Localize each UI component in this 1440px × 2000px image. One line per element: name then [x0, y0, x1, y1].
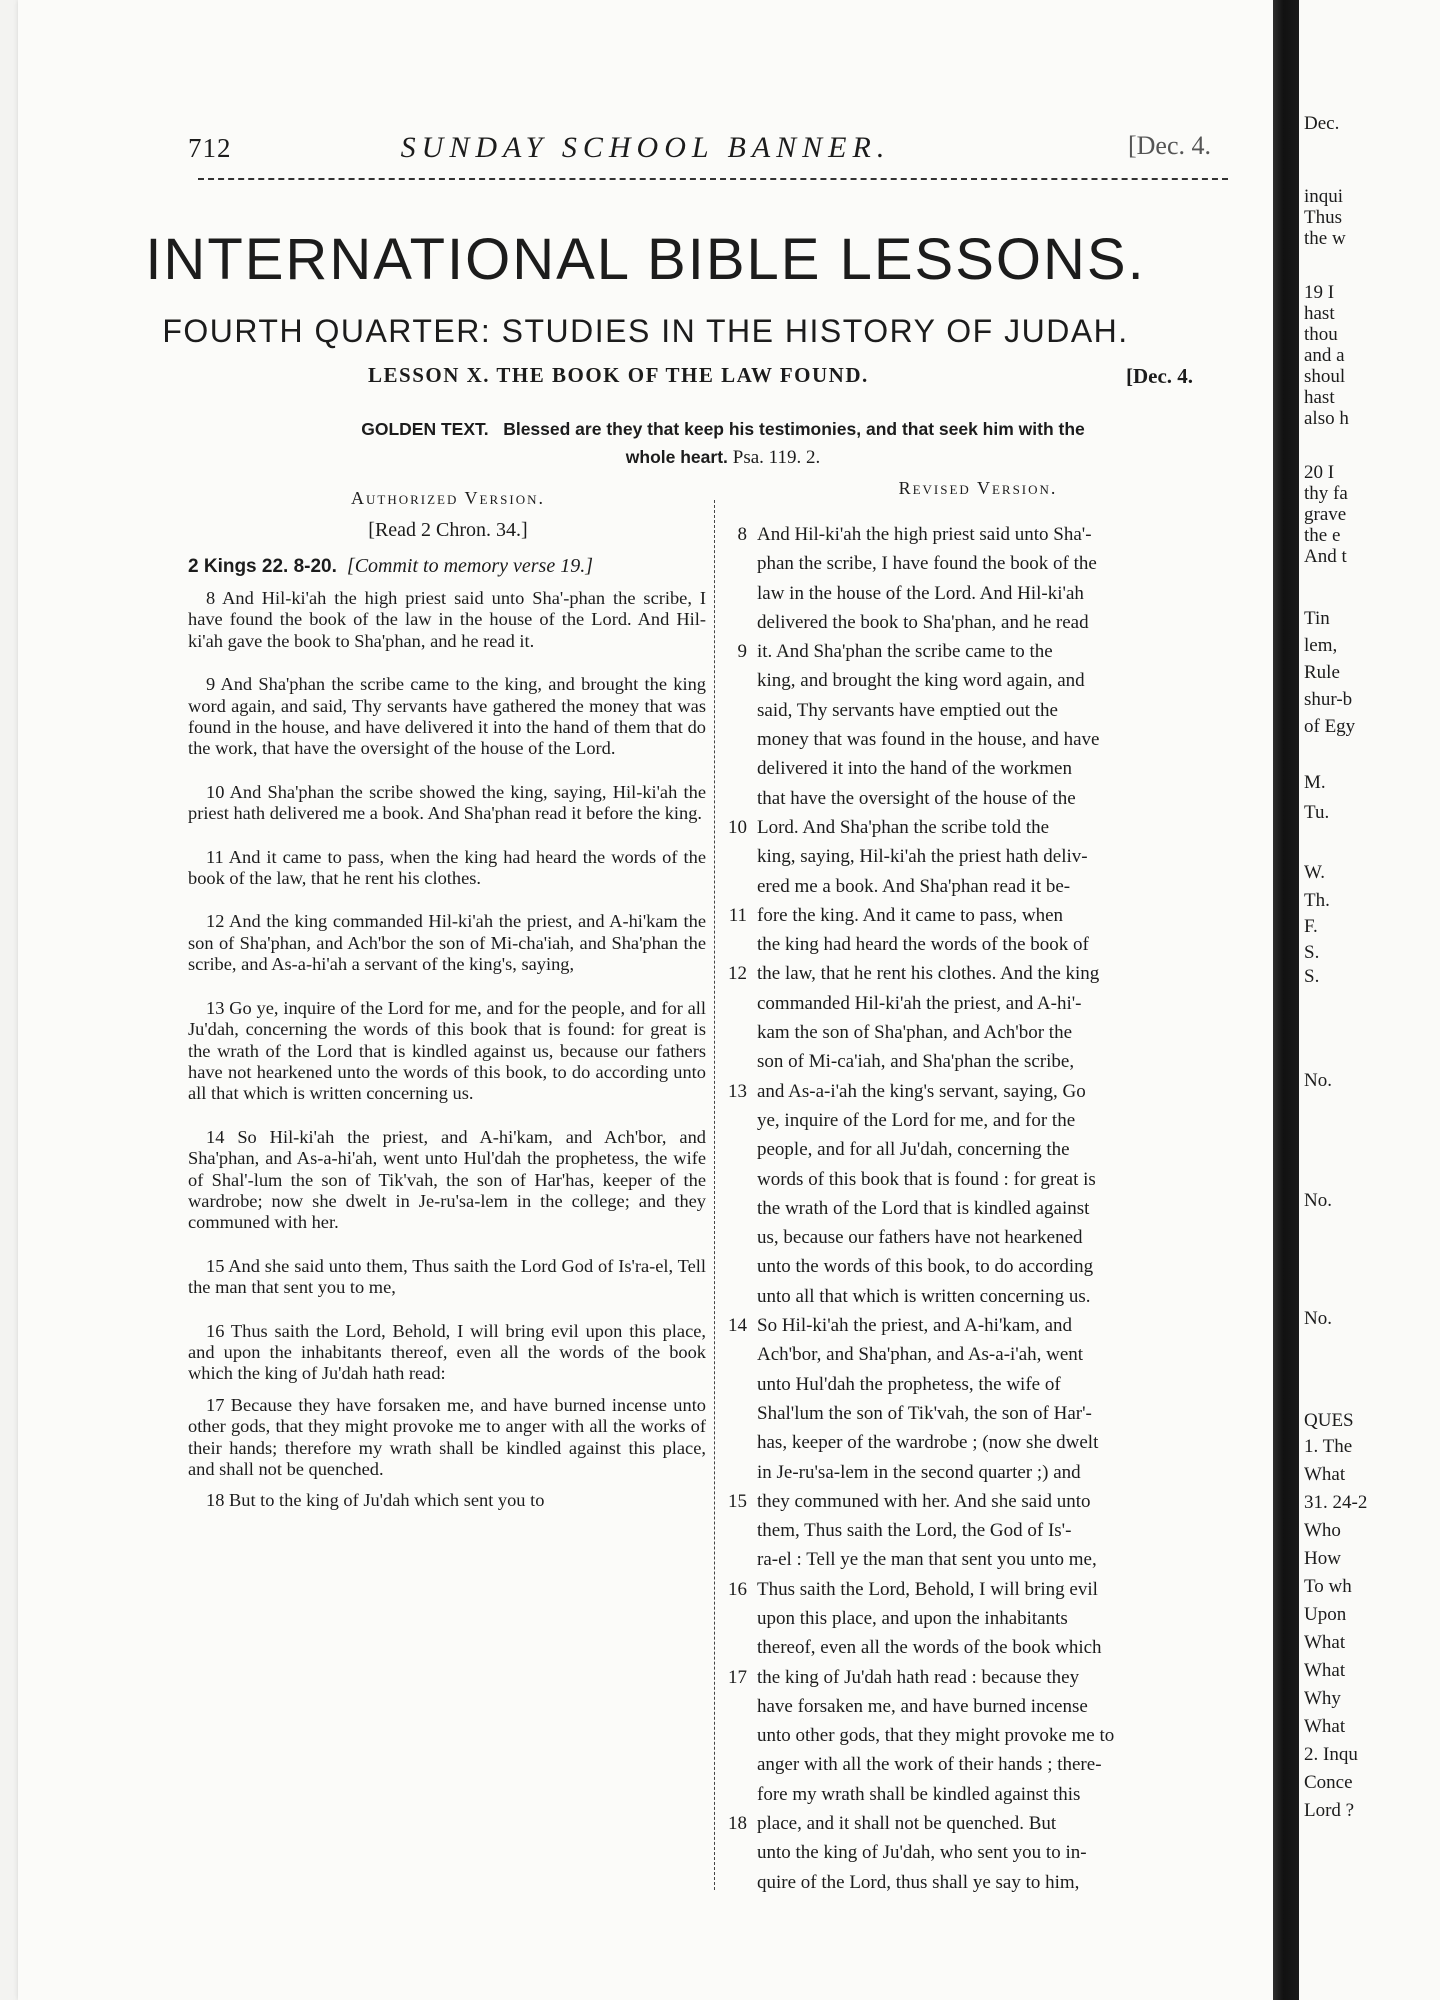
verse: 18 But to the king of Ju'dah which sent you to [206, 1490, 545, 1511]
next-page-fragment: S. [1304, 942, 1320, 963]
verse-number: 16 [728, 1578, 747, 1600]
next-page-fragment: What [1304, 1660, 1346, 1681]
verse: 13 Go ye, inquire of the Lord for me, and for the people, and for all Ju'dah, concerning the words of this book that is found: for great is the wrath of the Lord that is kindled against us, because our fathers have not hearkened unto the words of this book, to do according unto all that which is written concerning us. [188, 997, 706, 1104]
revised-line [723, 1516, 1231, 1545]
revised-line-text: unto the words of this book, to do according [757, 1256, 1094, 1278]
revised-line [723, 930, 1231, 959]
next-page-fragment: Why [1304, 1688, 1341, 1709]
next-page-fragment: What [1304, 1464, 1346, 1485]
verse-number: 15 [728, 1490, 747, 1512]
revised-line [723, 1311, 1231, 1340]
running-title: SUNDAY SCHOOL BANNER. [400, 131, 891, 164]
revised-line-text: thereof, even all the words of the book which [757, 1637, 1102, 1659]
verse-number: 18 [728, 1813, 747, 1835]
next-page-fragment: lem, [1304, 635, 1338, 656]
revised-line-text: unto all that which is written concerning us. [757, 1285, 1091, 1307]
next-page-fragment: No. [1304, 1308, 1332, 1329]
verse-number: 12 [728, 963, 747, 985]
revised-line [723, 637, 1231, 666]
next-page-fragment: M. [1304, 772, 1326, 793]
revised-line [723, 1077, 1231, 1106]
revised-line-text: son of Mi-ca'iah, and Sha'phan the scribe, [757, 1051, 1075, 1073]
revised-line [723, 1575, 1231, 1604]
verse: 12 And the king commanded Hil-ki'ah the priest, and A-hi'kam the son of Sha'phan, and Ach'bor the son of Mi-cha'iah, and Sha'phan the scribe, and As-a-hi'ah a servant of the king's, saying, [188, 911, 706, 975]
revised-line-text: delivered it into the hand of the workmen [757, 758, 1072, 780]
verse: 8 And Hil-ki'ah the high priest said unto Sha'-phan the scribe, I have found the book of the law in the house of the Lord. And Hil-ki'ah gave the book to Sha'phan, and he read it. [188, 588, 706, 651]
next-page-fragment: the w [1304, 228, 1346, 249]
lesson-date: [Dec. 4. [1126, 364, 1194, 388]
next-page-fragment: inqui [1304, 186, 1344, 207]
revised-line [723, 1340, 1231, 1369]
verse: 11 And it came to pass, when the king had heard the words of the book of the law, that he rent his clothes. [188, 846, 706, 889]
next-page-fragment: 31. 24-2 [1304, 1492, 1368, 1513]
next-page-fragment: 20 I [1304, 462, 1335, 483]
next-page-fragment: thy fa [1304, 483, 1348, 504]
revised-line [723, 1809, 1231, 1838]
revised-line [723, 1458, 1231, 1487]
verse: 17 Because they have forsaken me, and have burned incense unto other gods, that they might provoke me to anger with all the works of their hands; therefore my wrath shall be kindled against this place, and shall not be quenched. [188, 1394, 706, 1479]
verse: 9 And Sha'phan the scribe came to the king, and brought the king word again, and said, Thy servants have gathered the money that was found in the house, and have delivered it into the hand of them that do the work, that have the oversight of the house of the Lord. [188, 674, 706, 759]
next-page-fragment: shur-b [1304, 689, 1353, 710]
revised-line-text: words of this book that is found : for great is [757, 1168, 1096, 1190]
verse: 14 So Hil-ki'ah the priest, and A-hi'kam, and Ach'bor, and Sha'phan, and As-a-hi'ah, went unto Hul'dah the prophetess, the wife of Shal'-lum the son of Tik'vah, the son of Har'has, keeper of the wardrobe; now she dwelt in Je-ru'sa-lem in the college; and they communed with her. [188, 1126, 706, 1233]
revised-line [723, 579, 1231, 608]
next-page-fragment: 2. Inqu [1304, 1744, 1358, 1765]
next-page-edge [1299, 0, 1440, 2000]
revised-version-heading: Revised Version. [898, 478, 1058, 498]
revised-line [723, 1487, 1231, 1516]
next-page-fragment: W. [1304, 862, 1325, 883]
revised-line [723, 1047, 1231, 1076]
revised-line-text: they communed with her. And she said unto [757, 1490, 1091, 1512]
revised-line-text: us, because our fathers have not hearkened [757, 1227, 1083, 1249]
revised-line [723, 842, 1231, 871]
revised-line-text: unto the king of Ju'dah, who sent you to in- [757, 1842, 1087, 1864]
left-page [18, 0, 1273, 2000]
next-page-fragment: Tin [1304, 608, 1330, 629]
revised-line-text: the wrath of the Lord that is kindled against [757, 1197, 1090, 1219]
header-rule [198, 178, 1228, 180]
next-page-fragment: F. [1304, 916, 1318, 937]
next-page-fragment: Thus [1304, 207, 1342, 228]
revised-line-text: have forsaken me, and have burned incense [757, 1695, 1088, 1717]
passage: 2 Kings 22. 8-20. [188, 556, 337, 577]
revised-line [723, 1750, 1231, 1779]
next-page-fragment: To wh [1304, 1576, 1352, 1597]
revised-line-text: quire of the Lord, thus shall ye say to him, [757, 1871, 1080, 1893]
commit-note: [Commit to memory verse 19.] [346, 555, 593, 577]
verse-number: 8 [737, 524, 747, 545]
golden-text-line2: whole heart. [625, 447, 728, 467]
revised-line-text: anger with all the work of their hands ; there- [757, 1754, 1102, 1776]
revised-line [723, 1721, 1231, 1750]
verse-number: 10 [728, 816, 747, 838]
revised-line [723, 784, 1231, 813]
revised-line-text: unto other gods, that they might provoke me to [757, 1725, 1115, 1747]
revised-line [723, 1282, 1231, 1311]
revised-line [723, 1428, 1231, 1457]
next-page-fragment: shoul [1304, 366, 1346, 387]
next-page-fragment: Conce [1304, 1772, 1353, 1793]
verse-number: 14 [728, 1315, 747, 1337]
next-page-fragment: of Egy [1304, 716, 1356, 737]
revised-line [723, 1135, 1231, 1164]
revised-verses [723, 520, 1231, 1897]
revised-line-text: So Hil-ki'ah the priest, and A-hi'kam, and [757, 1315, 1073, 1337]
revised-line [723, 696, 1231, 725]
revised-line-text: king, saying, Hil-ki'ah the priest hath deliv- [757, 846, 1088, 868]
revised-line [723, 872, 1231, 901]
revised-line-text: place, and it shall not be quenched. But [757, 1813, 1057, 1835]
revised-line [723, 725, 1231, 754]
revised-line-text: said, Thy servants have emptied out the [757, 699, 1058, 721]
verse-number: 17 [728, 1666, 747, 1688]
revised-line-text: that have the oversight of the house of the [757, 787, 1076, 809]
next-page-fragment: grave [1304, 504, 1347, 525]
revised-line-text: kam the son of Sha'phan, and Ach'bor the [757, 1022, 1073, 1044]
revised-line-text: upon this place, and upon the inhabitants [757, 1607, 1068, 1629]
revised-line-text: Ach'bor, and Sha'phan, and As-a-i'ah, went [757, 1344, 1084, 1366]
verse: 10 And Sha'phan the scribe showed the king, saying, Hil-ki'ah the priest hath delivered me a book. And Sha'phan read it before the king. [188, 781, 706, 824]
revised-line-text: the king had heard the words of the book of [757, 934, 1089, 956]
lesson-heading: LESSON X. THE BOOK OF THE LAW FOUND. [368, 363, 869, 387]
revised-line [723, 754, 1231, 783]
next-page-fragment: What [1304, 1716, 1346, 1737]
next-page-fragment: No. [1304, 1190, 1332, 1211]
revised-line-text: ra-el : Tell ye the man that sent you unto me, [757, 1549, 1097, 1571]
authorized-version-heading: Authorized Version. [351, 488, 545, 508]
revised-line [723, 1604, 1231, 1633]
next-page-fragment: and a [1304, 345, 1345, 366]
revised-line-text: the king of Ju'dah hath read : because they [757, 1666, 1080, 1688]
book-spine [1273, 0, 1299, 2000]
revised-line-text: phan the scribe, I have found the book of the [757, 553, 1097, 575]
next-page-fragment: How [1304, 1548, 1341, 1569]
revised-line [723, 1018, 1231, 1047]
next-page-fragment: hast [1304, 387, 1335, 408]
golden-text-line1: Blessed are they that keep his testimonies, and that seek him with the [503, 419, 1085, 439]
revised-line [723, 1252, 1231, 1281]
revised-line-text: And Hil-ki'ah the high priest said unto Sha'- [757, 524, 1092, 545]
revised-line-text: delivered the book to Sha'phan, and he read [757, 611, 1089, 633]
revised-line [723, 1165, 1231, 1194]
revised-line [723, 1838, 1231, 1867]
verse-number: 9 [737, 641, 747, 663]
column-divider [714, 500, 715, 1890]
next-page-fragment: QUES [1304, 1410, 1354, 1431]
verse-number: 13 [728, 1080, 747, 1102]
verse: 15 And she said unto them, Thus saith the Lord God of Is'ra-el, Tell the man that sent you to me, [188, 1255, 706, 1298]
revised-line [723, 989, 1231, 1018]
next-page-fragment: hast [1304, 303, 1335, 324]
revised-line-text: law in the house of the Lord. And Hil-ki'ah [757, 582, 1084, 604]
golden-text [208, 415, 1238, 472]
revised-line [723, 1780, 1231, 1809]
revised-line [723, 666, 1231, 695]
revised-line [723, 1223, 1231, 1252]
next-page-fragment: Dec. [1304, 113, 1340, 134]
page-number: 712 [188, 133, 232, 163]
revised-line [723, 1545, 1231, 1574]
next-page-fragment: And t [1304, 546, 1347, 567]
next-page-fragment: What [1304, 1632, 1346, 1653]
revised-line [723, 813, 1231, 842]
revised-line [723, 520, 1231, 549]
next-page-fragment: 19 I [1304, 282, 1335, 303]
revised-line-text: ye, inquire of the Lord for me, and for the [757, 1109, 1076, 1131]
next-page-fragment: S. [1304, 966, 1320, 987]
revised-line-text: king, and brought the king word again, and [757, 670, 1085, 692]
revised-line [723, 1633, 1231, 1662]
revised-line [723, 1370, 1231, 1399]
revised-line [723, 959, 1231, 988]
header-date: [Dec. 4. [1128, 131, 1212, 160]
revised-line [723, 901, 1231, 930]
revised-line-text: in Je-ru'sa-lem in the second quarter ;) and [757, 1461, 1081, 1483]
read-note: [Read 2 Chron. 34.] [368, 519, 528, 541]
revised-line-text: fore my wrath shall be kindled against this [757, 1783, 1081, 1805]
next-page-fragment: the e [1304, 525, 1341, 546]
page-subtitle: FOURTH QUARTER: STUDIES IN THE HISTORY OF JUDAH. [162, 313, 1129, 349]
golden-text-ref: Psa. 119. 2. [732, 447, 821, 468]
golden-text-label: GOLDEN TEXT. [361, 419, 489, 439]
next-page-fragment: also h [1304, 408, 1349, 429]
revised-line [723, 1194, 1231, 1223]
revised-line-text: Lord. And Sha'phan the scribe told the [757, 816, 1050, 838]
revised-line-text: Thus saith the Lord, Behold, I will bring evil [757, 1578, 1098, 1600]
revised-line [723, 549, 1231, 578]
revised-line [723, 1868, 1231, 1897]
verse-number: 11 [728, 904, 747, 926]
revised-line [723, 1106, 1231, 1135]
revised-line-text: money that was found in the house, and have [757, 729, 1100, 751]
next-page-fragment: Lord ? [1304, 1800, 1355, 1821]
revised-line [723, 608, 1231, 637]
revised-line-text: Shal'lum the son of Tik'vah, the son of Har'- [757, 1402, 1092, 1424]
next-page-fragment: No. [1304, 1070, 1332, 1091]
revised-line-text: it. And Sha'phan the scribe came to the [757, 641, 1053, 663]
revised-line-text: has, keeper of the wardrobe ; (now she dwelt [757, 1432, 1099, 1454]
next-page-fragment: Who [1304, 1520, 1341, 1541]
authorized-verses [188, 588, 706, 1534]
next-page-fragment: Th. [1304, 890, 1330, 911]
revised-line-text: fore the king. And it came to pass, when [757, 904, 1064, 926]
page-title: INTERNATIONAL BIBLE LESSONS. [145, 227, 1146, 292]
revised-line [723, 1692, 1231, 1721]
revised-line-text: people, and for all Ju'dah, concerning the [757, 1139, 1070, 1161]
revised-line-text: and As-a-i'ah the king's servant, saying, Go [757, 1080, 1086, 1102]
revised-line-text: the law, that he rent his clothes. And the king [757, 963, 1100, 985]
revised-line [723, 1663, 1231, 1692]
revised-line-text: commanded Hil-ki'ah the priest, and A-hi'- [757, 992, 1082, 1014]
next-page-fragment: Upon [1304, 1604, 1347, 1625]
verse: 16 Thus saith the Lord, Behold, I will bring evil upon this place, and upon the inhabitants thereof, even all the words of the book which the king of Ju'dah hath read: [188, 1320, 706, 1384]
revised-line-text: them, Thus saith the Lord, the God of Is'- [757, 1520, 1072, 1542]
next-page-fragment: thou [1304, 324, 1338, 345]
next-page-fragment: Rule [1304, 662, 1340, 683]
next-page-fragment: Tu. [1304, 802, 1330, 823]
revised-line [723, 1399, 1231, 1428]
revised-line-text: ered me a book. And Sha'phan read it be- [757, 875, 1071, 897]
revised-line-text: unto Hul'dah the prophetess, the wife of [757, 1373, 1061, 1395]
passage-reference [188, 555, 593, 578]
next-page-fragment: 1. The [1304, 1436, 1353, 1457]
